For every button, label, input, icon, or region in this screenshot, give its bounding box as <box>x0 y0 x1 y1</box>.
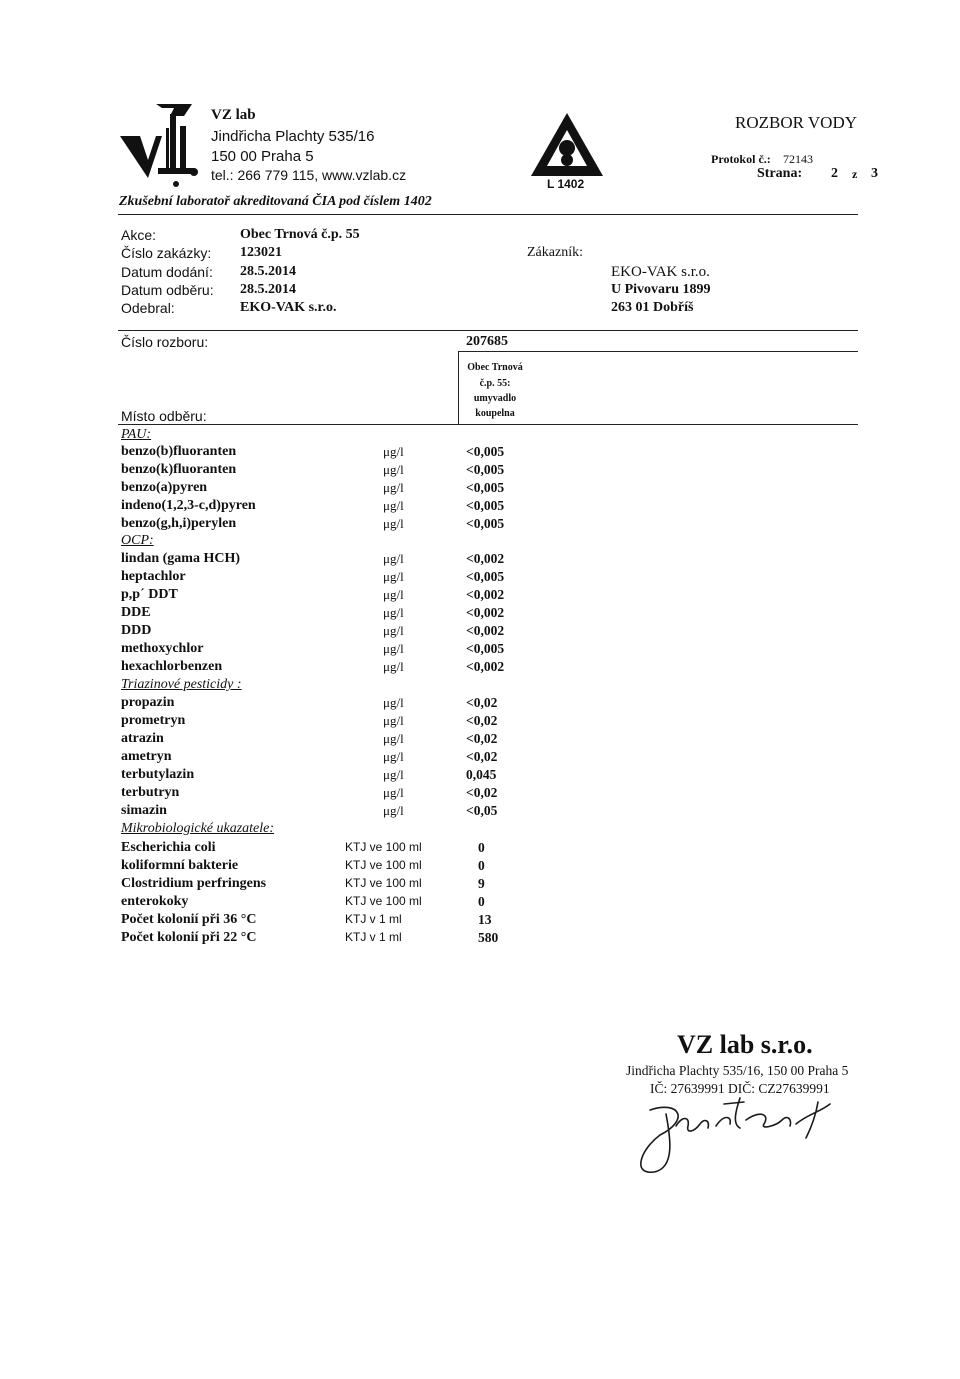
parameter-unit: KTJ v 1 ml <box>345 930 402 944</box>
parameter-name: DDD <box>121 623 152 638</box>
parameter-name: ametryn <box>121 749 172 764</box>
parameter-value: <0,02 <box>466 713 498 728</box>
page-current: 2 <box>831 166 838 181</box>
rozbor-rule <box>458 351 858 352</box>
lab-logo <box>118 98 198 188</box>
protocol-number: 72143 <box>783 152 813 166</box>
parameter-value: 0 <box>478 858 485 873</box>
protocol-label: Protokol č.: <box>711 152 771 166</box>
parameter-name: koliformní bakterie <box>121 858 239 873</box>
zakaznik-label: Zákazník: <box>527 245 583 260</box>
lab-name: VZ lab <box>211 107 256 123</box>
parameter-unit: KTJ ve 100 ml <box>345 840 422 854</box>
table-row <box>0 912 960 930</box>
parameter-value: 0,045 <box>466 767 497 782</box>
stamp-name: VZ lab s.r.o. <box>677 1030 813 1059</box>
parameter-name: propazin <box>121 695 175 710</box>
parameter-unit: KTJ ve 100 ml <box>345 858 422 872</box>
parameter-name: benzo(g,h,i)perylen <box>121 516 237 531</box>
parameter-unit: μg/l <box>383 641 404 656</box>
misto-line-3: umyvadlo <box>473 393 517 404</box>
table-row <box>0 480 960 498</box>
parameter-unit: μg/l <box>383 695 404 710</box>
parameter-unit: μg/l <box>383 516 404 531</box>
table-row <box>0 876 960 894</box>
table-row <box>0 785 960 803</box>
parameter-unit: μg/l <box>383 713 404 728</box>
table-row <box>0 498 960 516</box>
table-row <box>0 659 960 677</box>
parameter-name: Počet kolonií při 36 °C <box>121 912 257 927</box>
table-row <box>0 930 960 948</box>
parameter-value: <0,02 <box>466 749 498 764</box>
parameter-name: benzo(b)fluoranten <box>121 444 237 459</box>
stamp-ids: IČ: 27639991 DIČ: CZ27639991 <box>650 1081 830 1096</box>
parameter-value: <0,005 <box>466 444 505 459</box>
odebral-label: Odebral: <box>121 300 175 316</box>
parameter-unit: KTJ v 1 ml <box>345 912 402 926</box>
parameter-value: 0 <box>478 894 485 909</box>
parameter-name: methoxychlor <box>121 641 204 656</box>
cia-mark: L 1402 <box>547 177 585 191</box>
section-title-micro: Mikrobiologické ukazatele: <box>121 821 275 836</box>
parameter-name: hexachlorbenzen <box>121 659 223 674</box>
parameter-value: <0,02 <box>466 785 498 800</box>
table-row <box>0 695 960 713</box>
table-row <box>0 731 960 749</box>
parameter-value: 0 <box>478 840 485 855</box>
table-row <box>0 858 960 876</box>
parameter-name: indeno(1,2,3-c,d)pyren <box>121 498 256 513</box>
odberu-label: Datum odběru: <box>121 282 214 298</box>
lab-address-city: 150 00 Praha 5 <box>211 148 314 165</box>
table-row <box>0 803 960 821</box>
parameter-unit: μg/l <box>383 498 404 513</box>
table-row <box>0 840 960 858</box>
misto-line-1: Obec Trnová <box>467 362 523 373</box>
parameter-name: DDE <box>121 605 151 620</box>
parameter-value: <0,002 <box>466 551 505 566</box>
parameter-unit: μg/l <box>383 480 404 495</box>
odebral-value: EKO-VAK s.r.o. <box>240 300 337 315</box>
parameter-value: <0,005 <box>466 480 505 495</box>
parameter-value: <0,005 <box>466 462 505 477</box>
parameter-unit: μg/l <box>383 623 404 638</box>
rozbor-label: Číslo rozboru: <box>121 334 209 350</box>
parameter-name: Clostridium perfringens <box>121 876 267 891</box>
table-row <box>0 462 960 480</box>
table-row <box>0 551 960 569</box>
parameter-name: benzo(a)pyren <box>121 480 208 495</box>
zakazka-value: 123021 <box>240 245 282 260</box>
section-title-pau: PAU: <box>121 427 152 442</box>
parameter-unit: μg/l <box>383 731 404 746</box>
doc-title: ROZBOR VODY <box>735 113 858 132</box>
info-rule <box>118 330 858 331</box>
section-title-triazine: Triazinové pesticidy : <box>121 677 242 692</box>
misto-line-2: č.p. 55: <box>479 378 511 389</box>
section-title-ocp: OCP: <box>121 533 154 548</box>
table-row <box>0 767 960 785</box>
parameter-unit: μg/l <box>383 767 404 782</box>
table-top-rule <box>118 424 858 425</box>
parameter-unit: μg/l <box>383 587 404 602</box>
parameter-unit: μg/l <box>383 749 404 764</box>
parameter-name: benzo(k)fluoranten <box>121 462 237 477</box>
parameter-unit: μg/l <box>383 785 404 800</box>
table-row <box>0 444 960 462</box>
parameter-unit: KTJ ve 100 ml <box>345 876 422 890</box>
parameter-value: <0,005 <box>466 498 505 513</box>
parameter-name: atrazin <box>121 731 164 746</box>
parameter-name: Počet kolonií při 22 °C <box>121 930 257 945</box>
column-divider <box>458 351 459 424</box>
dodani-label: Datum dodání: <box>121 264 213 280</box>
odberu-value: 28.5.2014 <box>240 282 296 297</box>
customer-street: U Pivovaru 1899 <box>611 282 711 297</box>
zakazka-label: Číslo zakázky: <box>121 245 212 261</box>
parameter-name: heptachlor <box>121 569 186 584</box>
parameter-value: <0,002 <box>466 587 505 602</box>
parameter-name: lindan (gama HCH) <box>121 551 241 566</box>
parameter-unit: μg/l <box>383 659 404 674</box>
akce-label: Akce: <box>121 227 157 243</box>
parameter-name: simazin <box>121 803 167 818</box>
page-total: 3 <box>871 166 878 181</box>
customer-name: EKO-VAK s.r.o. <box>611 264 710 280</box>
stamp-address: Jindřicha Plachty 535/16, 150 00 Praha 5 <box>626 1063 849 1078</box>
page-sep: z <box>852 167 858 181</box>
misto-line-4: koupelna <box>475 408 515 419</box>
parameter-value: <0,002 <box>466 623 505 638</box>
table-row <box>0 587 960 605</box>
table-row <box>0 713 960 731</box>
parameter-value: <0,005 <box>466 569 505 584</box>
parameter-value: 13 <box>478 912 492 927</box>
parameter-value: <0,05 <box>466 803 498 818</box>
page-label: Strana: <box>757 166 803 181</box>
parameter-value: <0,002 <box>466 659 505 674</box>
rozbor-number: 207685 <box>466 334 508 349</box>
parameter-name: terbutylazin <box>121 767 195 782</box>
table-row <box>0 605 960 623</box>
parameter-name: enterokoky <box>121 894 189 909</box>
parameter-value: <0,02 <box>466 731 498 746</box>
parameter-value: <0,005 <box>466 516 505 531</box>
accreditation-text: Zkušební laboratoř akreditovaná ČIA pod číslem 1402 <box>119 194 432 209</box>
signature <box>620 1080 850 1180</box>
lab-address-street: Jindřicha Plachty 535/16 <box>211 128 375 145</box>
parameter-name: prometryn <box>121 713 186 728</box>
akce-value: Obec Trnová č.p. 55 <box>240 227 360 242</box>
parameter-name: p,p´ DDT <box>121 587 178 602</box>
lab-contact: tel.: 266 779 115, www.vzlab.cz <box>211 167 407 183</box>
table-row <box>0 569 960 587</box>
misto-label: Místo odběru: <box>121 408 207 424</box>
parameter-unit: μg/l <box>383 605 404 620</box>
customer-city: 263 01 Dobříš <box>611 300 694 315</box>
table-row <box>0 894 960 912</box>
parameter-value: <0,002 <box>466 605 505 620</box>
header-rule <box>118 214 858 215</box>
parameter-value: <0,02 <box>466 695 498 710</box>
parameter-unit: μg/l <box>383 551 404 566</box>
parameter-unit: μg/l <box>383 803 404 818</box>
parameter-unit: μg/l <box>383 462 404 477</box>
table-row <box>0 623 960 641</box>
table-row <box>0 641 960 659</box>
parameter-value: 9 <box>478 876 485 891</box>
parameter-name: Escherichia coli <box>121 840 216 855</box>
parameter-unit: μg/l <box>383 444 404 459</box>
table-row <box>0 516 960 534</box>
parameter-unit: KTJ ve 100 ml <box>345 894 422 908</box>
parameter-name: terbutryn <box>121 785 180 800</box>
dodani-value: 28.5.2014 <box>240 264 296 279</box>
parameter-unit: μg/l <box>383 569 404 584</box>
parameter-value: <0,005 <box>466 641 505 656</box>
parameter-value: 580 <box>478 930 499 945</box>
table-row <box>0 749 960 767</box>
